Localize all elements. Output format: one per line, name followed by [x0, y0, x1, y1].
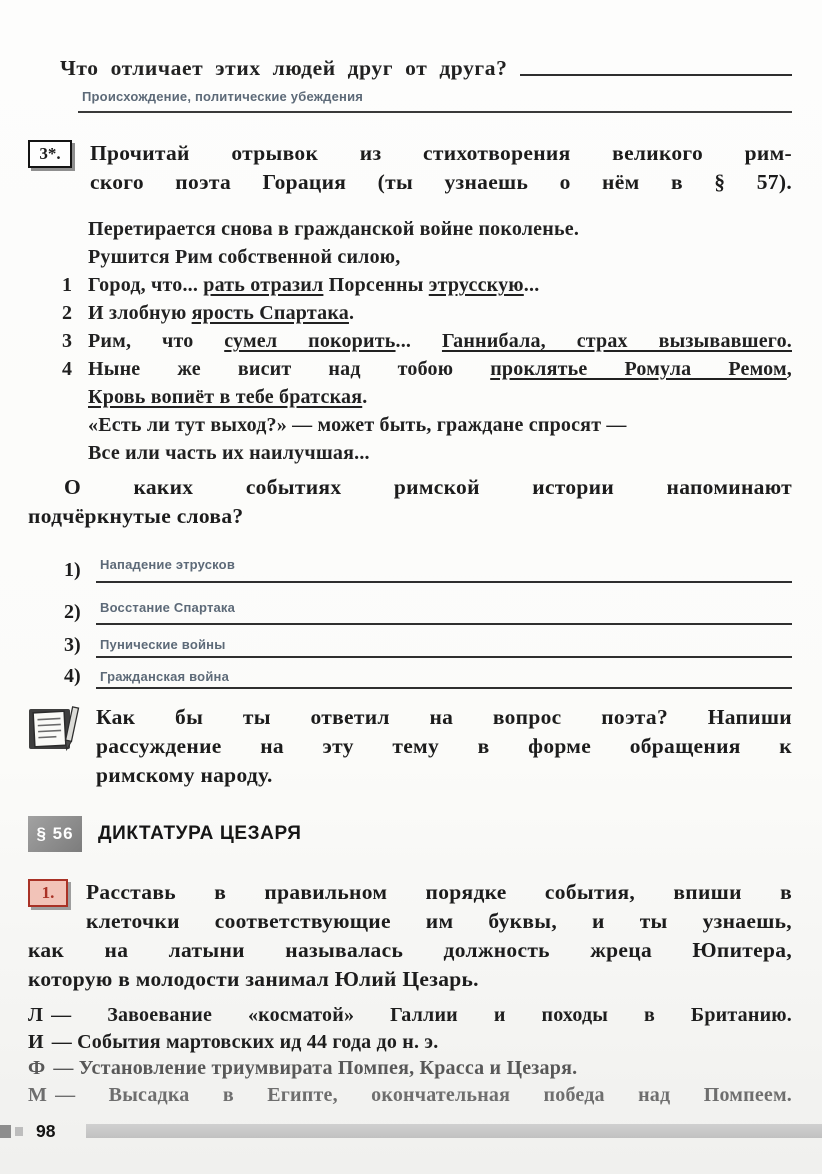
poem-text: Порсенны	[323, 274, 429, 296]
footer-bar	[86, 1124, 822, 1138]
poem-underlined-text: рать отразил	[203, 274, 324, 296]
poem-text: Перетирается снова в гражданской войне поколенье.	[88, 218, 580, 240]
page-number: 98	[36, 1121, 56, 1141]
poem-line	[88, 243, 792, 271]
poem-line	[62, 271, 792, 299]
poem-text: «Есть ли тут выход?» — может быть, граждане спросят —	[88, 414, 627, 436]
task-3-question	[28, 473, 792, 531]
writing-prompt-line: римскому народу.	[96, 763, 273, 787]
handwritten-answer-2: Восстание Спартака	[100, 600, 236, 615]
writing-prompt-line: рассуждение на эту тему в форме обращения к	[96, 734, 792, 758]
header-answer-line	[78, 88, 792, 113]
answer-number: 3)	[64, 634, 81, 656]
horace-poem	[62, 215, 792, 467]
poem-line	[88, 383, 792, 411]
event-text: — Установление триумвирата Помпея, Красса и Цезаря.	[53, 1057, 578, 1079]
poem-text: Ныне же висит над тобою	[88, 358, 491, 380]
poem-text: ,	[786, 358, 792, 380]
answer-row-4	[64, 658, 792, 689]
notebook-pencil-icon	[28, 705, 80, 753]
poem-line	[62, 299, 792, 327]
poem-line	[62, 355, 792, 383]
poem-underlined-text: сумел покорить	[224, 330, 396, 352]
event-text: — Завоевание «косматой» Галлии и походы в Британию.	[51, 1004, 792, 1026]
handwritten-answer-1: Нападение этрусков	[100, 557, 236, 572]
event-item-F	[28, 1055, 792, 1082]
poem-underlined-text: ярость Спартака	[191, 302, 349, 324]
answer-number: 2)	[64, 601, 81, 623]
poem-text: Рушится Рим собственной силою,	[88, 246, 401, 268]
poem-text: Все или часть их наилучшая...	[88, 442, 370, 464]
poem-line-number: 4	[62, 358, 73, 380]
task-1-intro-line: которую в молодости занимал Юлий Цезарь.	[28, 967, 479, 991]
event-letter: И	[28, 1030, 44, 1053]
poem-text: Рим, что	[88, 330, 225, 352]
poem-line-number: 1	[62, 274, 73, 296]
poem-line	[88, 411, 792, 439]
handwritten-answer-3: Пунические войны	[100, 637, 226, 652]
answer-row-3	[64, 625, 792, 658]
event-item-L	[28, 1002, 792, 1029]
poem-line	[88, 439, 792, 467]
section-title: ДИКТАТУРА ЦЕЗАРЯ	[98, 823, 302, 844]
task-3-intro-line: ского поэта Горация (ты узнаешь о нём в § 57).	[90, 170, 792, 194]
answer-blank-line	[96, 637, 792, 658]
handwritten-answer-4: Гражданская война	[100, 669, 229, 684]
header-answer-rule	[520, 74, 793, 76]
task-3-intro-line: Прочитай отрывок из стихотворения великого рим-	[90, 141, 792, 165]
task-1-intro-line: клеточки соответствующие им буквы, и ты узнаешь,	[86, 909, 792, 933]
poem-text: Город, что...	[88, 274, 204, 296]
writing-prompt	[28, 703, 792, 790]
answer-row-2	[64, 583, 792, 625]
poem-line-number: 2	[62, 302, 73, 324]
event-letter: Ф	[28, 1057, 46, 1079]
poem-text: И злобную	[88, 302, 192, 324]
answer-number: 1)	[64, 559, 81, 581]
event-list	[28, 1002, 792, 1108]
event-letter: Л	[28, 1004, 44, 1026]
task-1-intro-line: как на латыни называлась должность жреца Юпитера,	[28, 938, 792, 962]
header-question: Что отличает этих людей друг от друга?	[60, 56, 508, 80]
answer-blank-line	[96, 600, 792, 625]
footer-edge-mark	[15, 1127, 23, 1136]
event-letter: М	[28, 1083, 48, 1106]
answer-row-1	[64, 539, 792, 583]
event-item-M	[28, 1082, 792, 1109]
poem-text: ...	[523, 274, 540, 296]
task-3-question-line: О каких событиях римской истории напоминают	[64, 475, 792, 499]
section-number-badge: § 56	[28, 816, 82, 852]
task-1-intro	[28, 878, 792, 994]
task-3-question-line: подчёркнутые слова?	[28, 504, 244, 528]
answer-blanks	[64, 539, 792, 689]
poem-text: ...	[395, 330, 442, 352]
handwritten-header-answer: Происхождение, политические убеждения	[82, 89, 364, 104]
page-footer	[0, 1120, 822, 1146]
poem-line	[62, 327, 792, 355]
poem-underlined-text: Кровь вопиёт в тебе братская	[88, 386, 363, 408]
poem-text: .	[362, 386, 368, 408]
event-text: — События мартовских ид 44 года до н. э.	[51, 1030, 439, 1053]
task-1-badge: 1.	[28, 879, 68, 907]
event-text: — Высадка в Египте, окончательная победа над Помпеем.	[55, 1083, 792, 1106]
task-1-intro-line: Расставь в правильном порядке события, впиши в	[86, 880, 792, 904]
task-3-intro	[28, 139, 792, 197]
writing-prompt-line: Как бы ты ответил на вопрос поэта? Напиши	[96, 705, 792, 729]
poem-underlined-text: Ганнибала, страх вызывавшего.	[441, 330, 792, 352]
poem-line	[88, 215, 792, 243]
section-header	[28, 816, 792, 852]
task-1	[28, 878, 792, 1108]
answer-number: 4)	[64, 665, 81, 687]
answer-blank-line	[96, 669, 792, 689]
poem-text: .	[348, 302, 355, 324]
poem-underlined-text: этрусскую	[428, 274, 524, 296]
poem-line-number: 3	[62, 330, 73, 352]
footer-edge-mark	[0, 1125, 11, 1138]
header-question-row	[60, 56, 792, 81]
task-3	[28, 139, 792, 790]
event-item-I	[28, 1029, 792, 1056]
task-3-badge: 3*.	[28, 140, 72, 168]
poem-underlined-text: проклятье Ромула Ремом	[490, 358, 787, 380]
answer-blank-line	[96, 557, 792, 583]
